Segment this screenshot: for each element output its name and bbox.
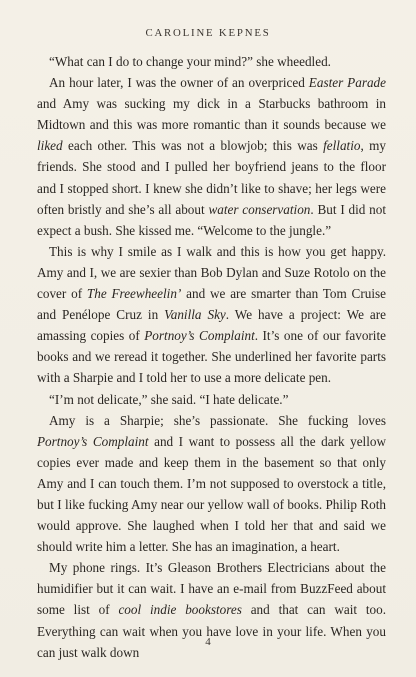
text-run: and we are smarter than Tom Cruise and Penélope Cruz in [37, 286, 386, 323]
text-run: and that can wait too. Everything can wait when you have love in your life. When you can just walk down [37, 602, 387, 660]
page-number: 4 [205, 636, 211, 648]
running-header-author: CAROLINE KEPNES [145, 27, 271, 39]
text-run: and I want to possess all the dark yellow copies ever made and keep them in the basement so that only Amy and I can touch them. I’m not supposed to overstock a title, but I like fucking Amy near our yellow wall of books. Philip Roth would approve. She laughed when I told her that and said we should write him a letter. She has an imagination, a heart. [37, 433, 386, 555]
paragraph [37, 72, 386, 241]
italic-text: water conservation [208, 201, 311, 217]
text-run: and Amy was sucking my dick in a Starbucks bathroom in Midtown and this was more romantic than it sounds because we [37, 96, 386, 133]
italic-text: The Freewheelin’ [86, 286, 182, 302]
italic-text: Vanilla Sky [164, 307, 226, 323]
text-run: . But I did not expect a bush. She kissed me. “Welcome to the jungle.” [37, 201, 386, 238]
text-run: “I’m not delicate,” she said. “I hate delicate.” [49, 391, 289, 407]
italic-text: Portnoy’s Complaint [144, 328, 255, 344]
italic-text: Easter Parade [308, 75, 387, 91]
paragraph [37, 51, 386, 72]
italic-text: fellatio [323, 138, 361, 154]
text-run: This is why I smile as I walk and this is how you get happy. Amy and I, we are sexier than Bob Dylan and Suze Rotolo on the cover of [37, 243, 386, 302]
text-run: . We have a project: We are amassing copies of [37, 307, 386, 344]
text-run: each other. This was not a blowjob; this was [62, 138, 324, 154]
paragraph [37, 241, 386, 389]
text-run: , my friends. She stood and I pulled her boyfriend jeans to the floor and I stopped short. I knew she didn’t like to shave; her legs were often bristly and she’s all about [37, 138, 386, 217]
italic-text: Portnoy’s Complaint [37, 433, 149, 449]
text-run: My phone rings. It’s Gleason Brothers Electricians about the humidifier but it can wait. I have an e-mail from BuzzFeed about some list of [37, 560, 386, 618]
text-run: “What can I do to change your mind?” she wheedled. [49, 54, 331, 69]
text-run: . It’s one of our favorite books and we reread it together. She underlined her favorite parts with a Sharpie and I told her to use a more delicate pen. [37, 328, 386, 386]
italic-text: cool indie bookstores [118, 602, 242, 618]
paragraph [37, 410, 386, 558]
paragraph [37, 389, 386, 410]
body-text [37, 51, 386, 663]
italic-text: liked [37, 138, 63, 154]
text-run: Amy is a Sharpie; she’s passionate. She fucking loves [49, 412, 386, 428]
text-run: An hour later, I was the owner of an overpriced [49, 75, 309, 91]
